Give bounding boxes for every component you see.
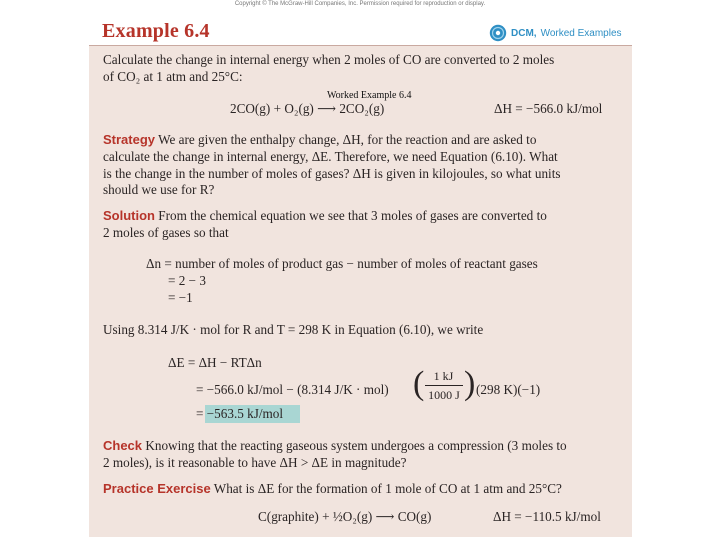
fraction-bar [425, 385, 463, 386]
practice-heading: Practice Exercise [103, 481, 211, 496]
header-divider [89, 45, 632, 46]
strategy-line-4: should we use for R? [103, 182, 215, 197]
cd-icon [489, 24, 507, 42]
delta-n-line-1: Δn = number of moles of product gas − number of moles of reactant gases [146, 256, 538, 271]
strategy-heading: Strategy [103, 132, 156, 147]
reaction-equation: 2CO(g) + O₂(g) ⟶ 2CO₂(g) [230, 101, 385, 116]
copyright-notice: Copyright © The McGraw-Hill Companies, Inc. Permission required for reproduction or display. [234, 1, 486, 7]
dcm-label: DCM, [511, 27, 537, 39]
check-line-1: Knowing that the reacting gaseous system undergoes a compression (3 moles to [145, 438, 567, 453]
strategy-line-3: is the change in the number of moles of gases? ΔH is given in kilojoules, so what units [103, 166, 561, 181]
practice-delta-h: ΔH = −110.5 kJ/mol [493, 509, 601, 524]
close-paren: ) [464, 365, 476, 402]
reaction-delta-h: ΔH = −566.0 kJ/mol [494, 101, 603, 116]
using-line: Using 8.314 J/K · mol for R and T = 298 K in Equation (6.10), we write [103, 322, 484, 337]
strategy-line-2: calculate the change in internal energy, ΔE. Therefore, we need Equation (6.10). What [103, 149, 558, 164]
delta-n-line-3: = −1 [168, 290, 193, 305]
practice-equation: C(graphite) + ½O₂(g) ⟶ CO(g) [258, 509, 432, 524]
open-paren: ( [413, 365, 425, 402]
example-title: Example 6.4 [102, 20, 210, 42]
check-heading: Check [103, 438, 143, 453]
problem-line-1: Calculate the change in internal energy when 2 moles of CO are converted to 2 moles [103, 52, 555, 67]
practice-line-1: What is ΔE for the formation of 1 mole of CO at 1 atm and 25°C? [213, 481, 562, 496]
delta-e-result: = −563.5 kJ/mol [196, 406, 284, 421]
check-line-2: 2 moles), is it reasonable to have ΔH > ΔE in magnitude? [103, 455, 407, 470]
solution-line-2: 2 moles of gases so that [103, 225, 229, 240]
solution-heading: Solution [103, 208, 155, 223]
dcm-worked-examples-badge [489, 23, 622, 43]
delta-e-factor: (298 K)(−1) [476, 382, 541, 397]
worked-examples-label: Worked Examples [540, 27, 622, 39]
fraction-denominator: 1000 J [428, 388, 460, 402]
fraction-numerator: 1 kJ [433, 369, 454, 383]
worked-example-overlay: Worked Example 6.4 [327, 90, 412, 101]
solution-line-1: From the chemical equation we see that 3 moles of gases are converted to [158, 208, 547, 223]
delta-e-substitution: = −566.0 kJ/mol − (8.314 J/K · mol) [196, 382, 389, 397]
delta-e-formula: ΔE = ΔH − RTΔn [168, 355, 262, 370]
strategy-line-1: We are given the enthalpy change, ΔH, for the reaction and are asked to [158, 132, 537, 147]
problem-line-2: of CO₂ at 1 atm and 25°C: [103, 69, 243, 84]
delta-n-line-2: = 2 − 3 [168, 273, 206, 288]
